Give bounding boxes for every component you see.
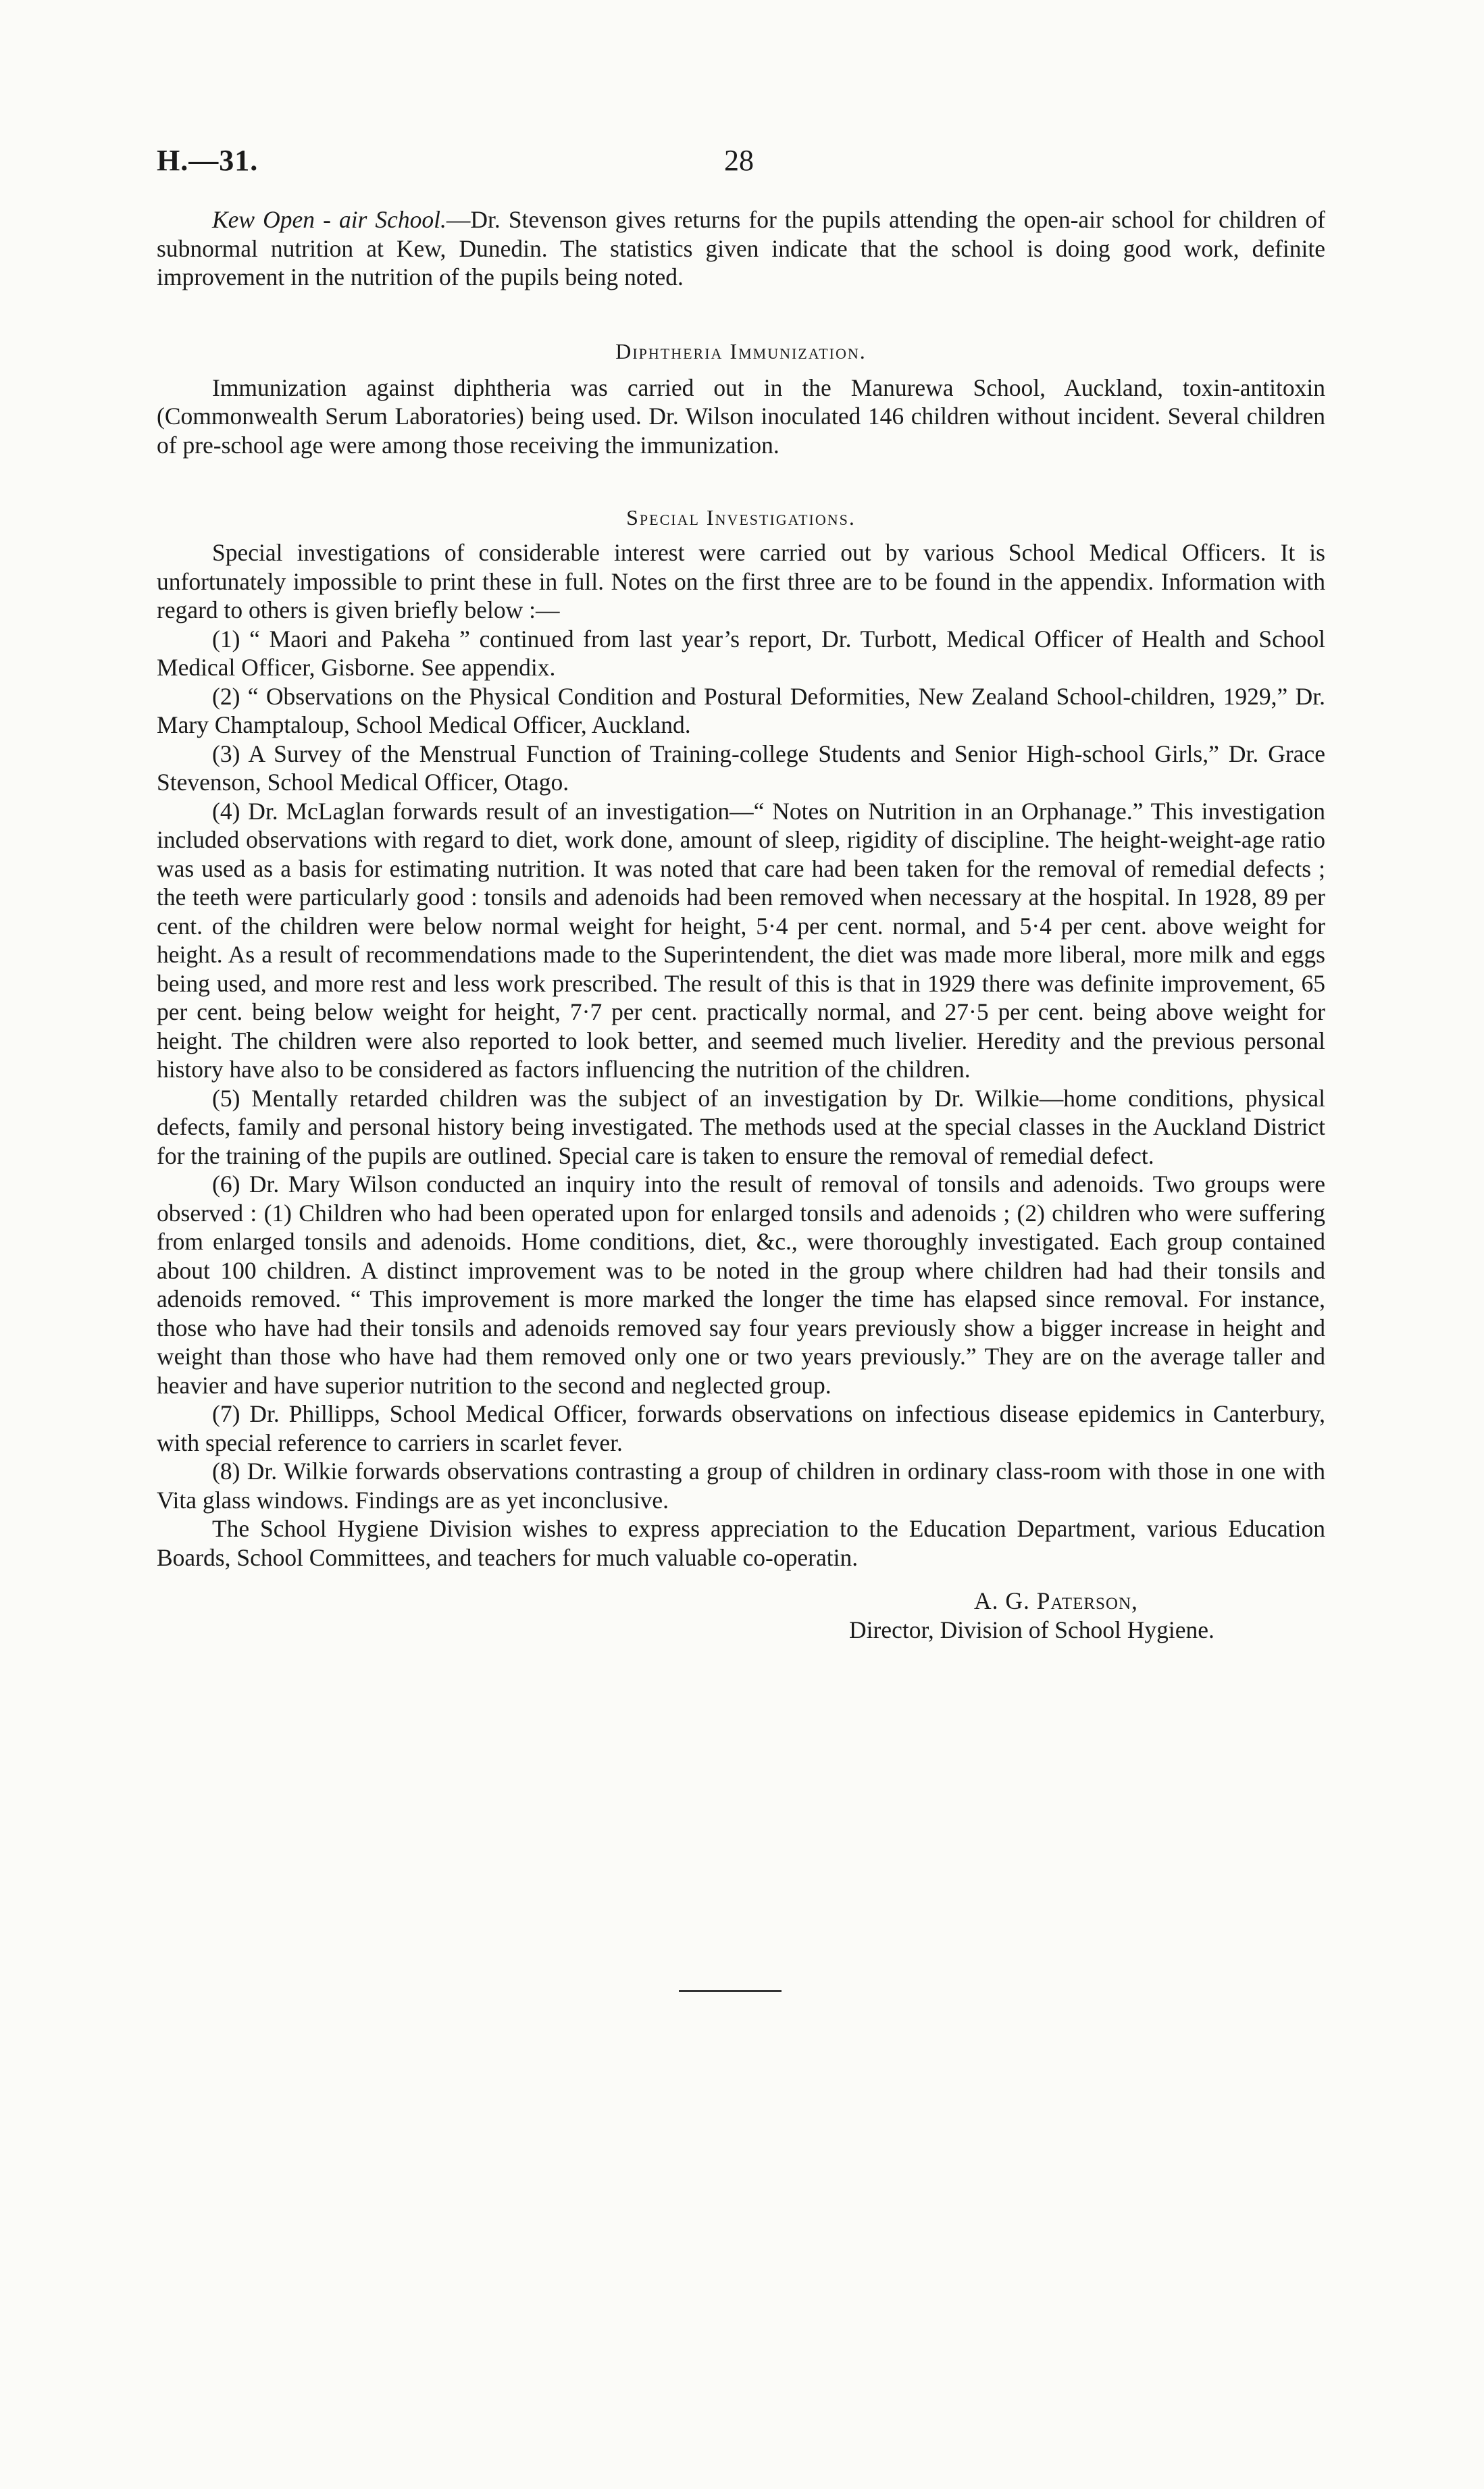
investigation-item-3: (3) A Survey of the Menstrual Function of Training-college Students and Senior High-school Girls,” Dr. Grace Stevenson, School Medical Officer, Otago.: [157, 740, 1325, 796]
end-rule: [679, 1990, 782, 1992]
kew-lead: Kew Open - air School.: [212, 206, 446, 233]
investigation-item-2: (2) “ Observations on the Physical Condition and Postural Deformities, New Zealand School-children, 1929,” Dr. Mary Champtaloup, School Medical Officer, Auckland.: [157, 682, 1325, 738]
special-investigations-heading: Special Investigations.: [626, 505, 856, 530]
kew-paragraph: [157, 205, 1325, 292]
kew-text: —Dr. Stevenson gives returns for the pupils attending the open-air school for children of subnormal nutrition at Kew, Dunedin. The statistics given indicate that the school is doing good work, definite improvement in the nutrition of the pupils being noted.: [157, 206, 1325, 290]
special-intro-paragraph: Special investigations of considerable interest were carried out by various School Medical Officers. It is unfortunately impossible to print these in full. Notes on the first three are to be found in the appendix. Information with regard to others is given briefly below :—: [157, 539, 1325, 623]
page-header: [157, 135, 1325, 176]
diphtheria-heading: Diphtheria Immunization.: [615, 338, 867, 363]
signatory-name: A. G. Paterson,: [974, 1587, 1138, 1614]
investigation-item-6: (6) Dr. Mary Wilson conducted an inquiry into the result of removal of tonsils and adenoids. Two groups were observed : (1) Children who had been operated upon for enlarged tonsils and adenoids ; (2) children who were suffering from enlarged tonsils and adenoids. Home conditions, diet, &c., were thoroughly investigated. Each group contained about 100 children. A distinct improvement was to be noted in the group where children had had their tonsils and adenoids removed. “ This improvement is more marked the longer the time has elapsed since removal. For instance, those who have had their tonsils and adenoids removed say four years previously show a bigger increase in height and weight than those who have had them removed only one or two years previously.” They are on the average taller and heavier and have superior nutrition to the second and neglected group.: [157, 1171, 1325, 1399]
signature-block: [157, 1587, 1325, 1645]
diphtheria-paragraph: Immunization against diphtheria was carried out in the Manurewa School, Auckland, toxin-antitoxin (Commonwealth Serum Laboratories) being used. Dr. Wilson inoculated 146 children without incident. Several children of pre-school age were among those receiving the immunization.: [157, 374, 1325, 459]
investigation-item-7: (7) Dr. Phillipps, School Medical Officer, forwards observations on infectious disease epidemics in Canterbury, with special reference to carriers in scarlet fever.: [157, 1400, 1325, 1456]
page-number: 28: [724, 144, 754, 177]
signatory-title: Director, Division of School Hygiene.: [849, 1616, 1214, 1643]
document-page: [157, 135, 1325, 1645]
investigation-item-5: (5) Mentally retarded children was the subject of an investigation by Dr. Wilkie—home conditions, physical defects, family and personal history being investigated. The methods used at the special classes in the Auckland District for the training of the pupils are outlined. Special care is taken to ensure the removal of remedial defect.: [157, 1084, 1325, 1169]
appreciation-paragraph: The School Hygiene Division wishes to express appreciation to the Education Department, various Education Boards, School Committees, and teachers for much valuable co-operatin.: [157, 1515, 1325, 1571]
investigation-item-4: (4) Dr. McLaglan forwards result of an investigation—“ Notes on Nutrition in an Orphanage.” This investigation included observations with regard to diet, work done, amount of sleep, rigidity of discipline. The height-weight-age ratio was used as a basis for estimating nutrition. It was noted that care had been taken for the removal of remedial defects ; the teeth were particularly good : tonsils and adenoids had been removed when necessary at the hospital. In 1928, 89 per cent. of the children were below normal weight for height, 5·4 per cent. normal, and 5·4 per cent. above weight for height. As a result of recommendations made to the Superintendent, the diet was made more liberal, more milk and eggs being used, and more rest and less work prescribed. The result of this is that in 1929 there was definite improvement, 65 per cent. being below weight for height, 7·7 per cent. practically normal, and 27·5 per cent. being above weight for height. The children were also reported to look better, and seemed much livelier. Heredity and the previous personal history have also to be considered as factors influencing the nutrition of the children.: [157, 797, 1325, 1083]
investigation-item-1: (1) “ Maori and Pakeha ” continued from last year’s report, Dr. Turbott, Medical Officer of Health and School Medical Officer, Gisborne. See appendix.: [157, 625, 1325, 681]
document-reference: H.—31.: [157, 144, 259, 177]
investigation-item-8: (8) Dr. Wilkie forwards observations contrasting a group of children in ordinary class-room with those in one with Vita glass windows. Findings are as yet inconclusive.: [157, 1458, 1325, 1514]
